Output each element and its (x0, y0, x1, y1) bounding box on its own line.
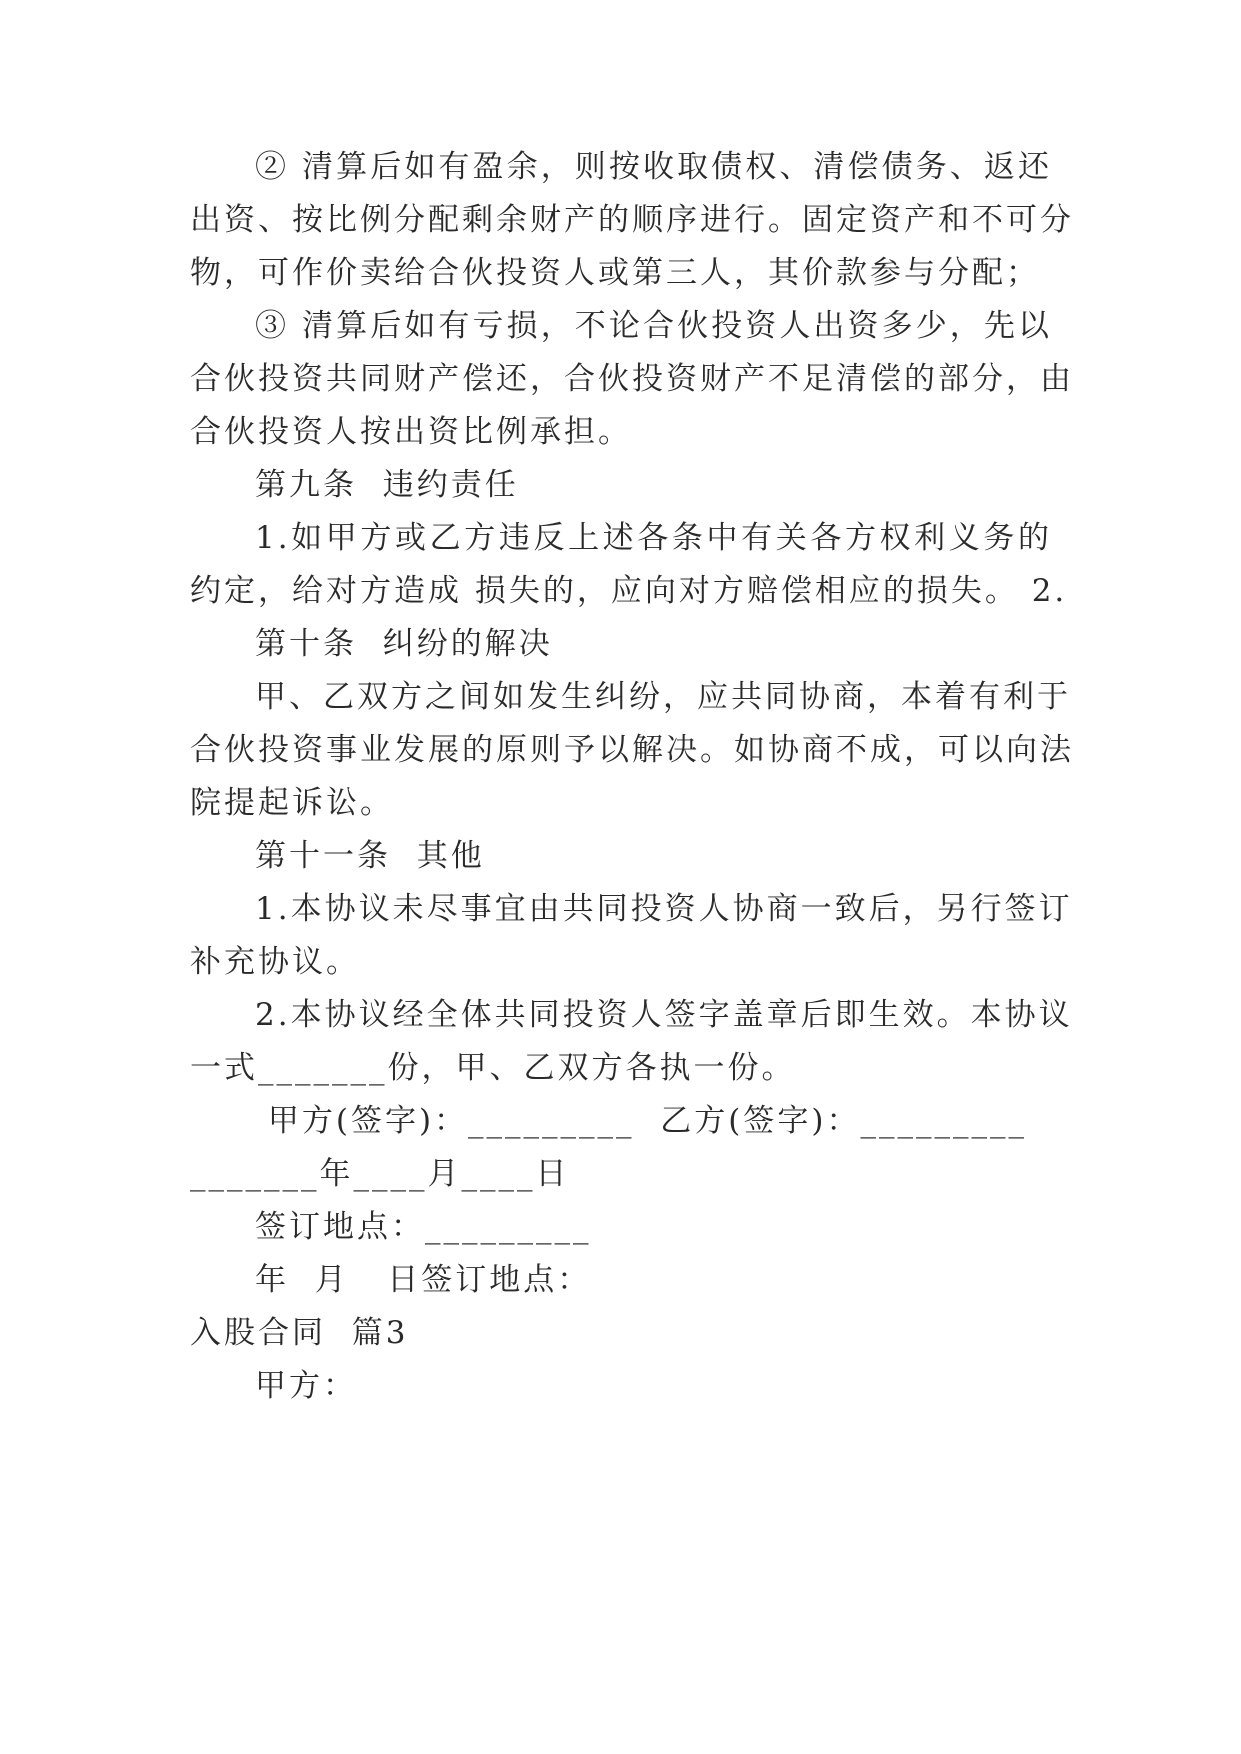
paragraph-line: 甲、乙双方之间如发生纠纷，应共同协商，本着有利于 (255, 679, 1071, 715)
paragraph-line: 院提起诉讼。 (190, 785, 394, 821)
date-place-line: 年 月 日签订地点： (255, 1262, 592, 1298)
paragraph-line: 约定，给对方造成 损失的，应向对方赔偿相应的损失。 2. (190, 573, 1068, 609)
party-a-label: 甲方： (255, 1368, 357, 1404)
paragraph-line: 合伙投资人按出资比例承担。 (190, 414, 632, 450)
date-line: _______年____月____日 (190, 1156, 570, 1192)
contract-title: 入股合同 篇3 (190, 1315, 409, 1351)
paragraph-line: 一式_______份，甲、乙双方各执一份。 (190, 1050, 796, 1086)
paragraph-line: 1.本协议未尽事宜由共同投资人协商一致后，另行签订 (255, 891, 1073, 927)
signature-line: 甲方(签字)：_________ 乙方(签字)：_________ (255, 1103, 1027, 1139)
paragraph-line: 2.本协议经全体共同投资人签字盖章后即生效。本协议 (255, 997, 1073, 1033)
section-heading: 第九条 违约责任 (255, 467, 519, 503)
paragraph-line: 补充协议。 (190, 944, 360, 980)
paragraph-line: ③ 清算后如有亏损，不论合伙投资人出资多少，先以 (255, 308, 1052, 344)
signing-place-line: 签订地点：_________ (255, 1209, 592, 1245)
paragraph-line: 1.如甲方或乙方违反上述各条中有关各方权利义务的 (255, 520, 1052, 556)
paragraph-line: 物，可作价卖给合伙投资人或第三人，其价款参与分配； (190, 255, 1040, 291)
paragraph-line: ② 清算后如有盈余，则按收取债权、清偿债务、返还 (255, 149, 1052, 185)
paragraph-line: 合伙投资共同财产偿还，合伙投资财产不足清偿的部分，由 (190, 361, 1074, 397)
section-heading: 第十一条 其他 (255, 838, 485, 874)
paragraph-line: 出资、按比例分配剩余财产的顺序进行。固定资产和不可分 (190, 202, 1074, 238)
section-heading: 第十条 纠纷的解决 (255, 626, 553, 662)
paragraph-line: 合伙投资事业发展的原则予以解决。如协商不成，可以向法 (190, 732, 1074, 768)
